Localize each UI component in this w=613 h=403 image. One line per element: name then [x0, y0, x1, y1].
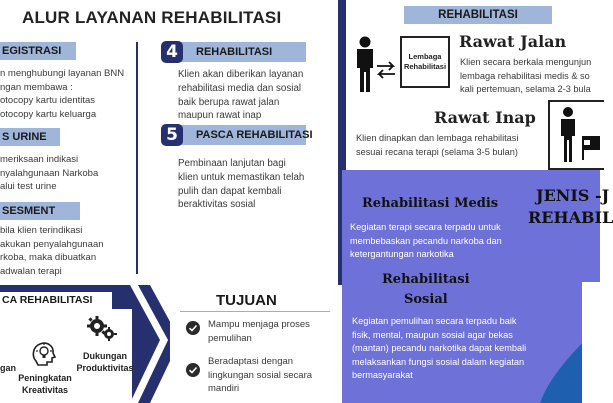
sosial-line: bermasyarakat	[352, 370, 413, 380]
step4-line: rehabilitasi media dan sosial	[178, 82, 302, 94]
step4-number-badge	[160, 40, 184, 64]
rawat-inap-title: Rawat Inap	[434, 108, 536, 127]
registrasi-line: n menghubungi layanan BNN	[0, 68, 125, 79]
medis-title: Rehabilitasi Medis	[362, 196, 499, 211]
step4-line: maupun rawat inap	[178, 110, 262, 122]
sosial-title-2: Sosial	[404, 292, 448, 307]
lembaga-box	[400, 36, 450, 88]
rehab-right-title: REHABILITASI	[438, 9, 518, 21]
registrasi-line: otocopy kartu keluarga	[0, 108, 97, 120]
rawat-jalan-title: Rawat Jalan	[459, 32, 567, 51]
rawat-jalan-line: Klien secara berkala mengunjun	[460, 57, 592, 67]
step5-number-badge	[160, 123, 184, 147]
asesment-banner	[0, 202, 80, 220]
step4-title: REHABILITASI	[196, 46, 273, 58]
urine-title: S URINE	[2, 131, 47, 143]
rawat-inap-line: sesuai recana terapi (selama 3-5 bulan)	[356, 146, 518, 157]
step4-banner	[170, 42, 306, 62]
urine-text	[0, 153, 134, 194]
registrasi-text	[0, 67, 134, 121]
tujuan-underline	[180, 311, 330, 312]
step5-line: klien untuk memastikan telah	[178, 171, 305, 183]
gears-icon	[86, 314, 118, 342]
sosial-line: fisik, mental, maupun sosial agar bekas	[352, 329, 513, 340]
tujuan-line: pemulihan	[208, 332, 252, 344]
jenis-title-line1: JENIS -J	[536, 186, 610, 205]
tujuan-line: Beradaptasi dengan	[208, 356, 294, 367]
rawat-inap-text	[356, 132, 546, 159]
rawat-jalan-text	[460, 56, 600, 97]
sosial-title-1: Rehabilitasi	[382, 272, 470, 287]
registrasi-line: otocopy kartu identitas	[0, 95, 96, 106]
pasca-bottom-banner	[0, 292, 112, 309]
page-title: ALUR LAYANAN REHABILITASI	[22, 8, 282, 27]
urine-line: meriksaan indikasi	[0, 154, 79, 165]
tujuan-item-1	[208, 318, 338, 345]
sosial-line: Kegiatan pemulihan secara terpadu baik	[352, 316, 517, 326]
person-bed-icon	[556, 106, 600, 166]
rehab-right-banner	[404, 6, 552, 24]
lightbulb-head-icon	[30, 339, 58, 367]
step5-banner	[170, 125, 313, 145]
step5-line: Pembinaan lanjutan bagi	[178, 158, 286, 169]
registrasi-banner	[0, 42, 76, 60]
step4-line: Klien akan diberikan layanan	[178, 69, 304, 80]
sosial-line: (mantan) pecandu narkotika dapat kembali	[352, 343, 527, 353]
pasca-item-label: Peningkatan Kreativitas	[18, 373, 72, 395]
medis-line: membebaskan pecandu narkoba dan	[350, 235, 502, 246]
step5-title: PASCA REHABILITASI	[196, 129, 313, 141]
tujuan-item-2	[208, 355, 340, 396]
asesment-text	[0, 224, 134, 278]
step4-number: 4	[166, 42, 178, 62]
decorative-blue-shape	[520, 280, 600, 403]
check-circle-icon	[186, 363, 200, 377]
registrasi-line: ngan membawa :	[0, 81, 73, 93]
person-icon	[354, 36, 376, 92]
tujuan-line: lingkungan sosial secara	[208, 369, 313, 381]
swap-arrows-icon	[374, 60, 398, 80]
rawat-jalan-line: lembaga rehabilitasi medis & so	[460, 70, 590, 81]
urine-line: nyalahgunaan Narkoba	[0, 167, 99, 179]
check-circle-icon	[186, 321, 200, 335]
step5-text	[178, 157, 338, 212]
jenis-title-line2: REHABIL	[528, 208, 613, 227]
asesment-line: bila klien terindikasi	[0, 225, 83, 236]
step4-text	[178, 68, 338, 123]
step5-number: 5	[166, 125, 178, 145]
asesment-line: adwalan terapi	[0, 265, 62, 277]
lembaga-label: Lembaga Rehabilitasi	[403, 52, 447, 71]
tujuan-title: TUJUAN	[216, 292, 277, 309]
asesment-title: SESMENT	[2, 205, 56, 217]
divider-left	[136, 42, 138, 274]
asesment-line: akukan penyalahgunaan	[0, 238, 104, 250]
sosial-line: melaksankan fungsi sosial dalam kegiatan	[352, 356, 525, 367]
pasca-item-label: gan	[0, 363, 17, 373]
rawat-jalan-line: kali pertemuan, selama 2-3 bula	[460, 84, 591, 94]
pasca-bottom-title: CA REHABILITASI	[2, 294, 93, 306]
urine-line: alui test urine	[0, 181, 57, 192]
pasca-item-label: Dukungan Produktivitas	[76, 351, 134, 373]
medis-line: Kegiatan terapi secara terpadu untuk	[350, 222, 501, 232]
tujuan-line: Mampu menjaga proses	[208, 319, 310, 330]
rawat-inap-line: Klien dinapkan dan lembaga rehabilitasi	[356, 133, 519, 143]
step4-line: baik berupa rawat jalan	[178, 96, 280, 108]
step5-line: pulih dan dapat kembali	[178, 185, 282, 197]
urine-banner	[0, 128, 60, 146]
asesment-line: rkoba, maka dibuatkan	[0, 252, 97, 263]
medis-text	[350, 221, 530, 262]
step5-line: beraktivitas sosial	[178, 199, 256, 211]
registrasi-title: EGISTRASI	[2, 45, 62, 57]
medis-line: ketergantungan narkotika	[350, 249, 454, 259]
tujuan-line: mandiri	[208, 383, 240, 394]
